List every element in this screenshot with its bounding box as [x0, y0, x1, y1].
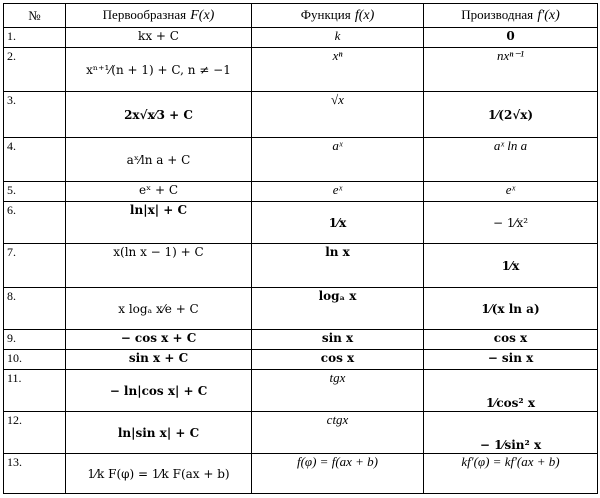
function-cell — [252, 92, 424, 138]
header-antiderivative-math: F(x) — [190, 8, 215, 23]
antiderivative-formula: eˣ + C — [138, 183, 179, 197]
table-row — [4, 138, 598, 182]
header-derivative — [424, 4, 598, 28]
row-number: 13. — [4, 454, 66, 494]
derivative-formula: 1⁄(x ln a) — [481, 301, 540, 316]
table-row — [4, 244, 598, 288]
row-number: 11. — [4, 370, 66, 412]
derivative-formula: 1⁄x — [501, 258, 520, 273]
table-row — [4, 454, 598, 494]
table-row — [4, 350, 598, 370]
table-row — [4, 412, 598, 454]
derivative-formula: nxⁿ⁻¹ — [496, 48, 525, 63]
function-cell — [252, 202, 424, 244]
function-formula: ln x — [325, 245, 350, 259]
header-num-label: № — [28, 7, 41, 23]
function-cell — [252, 244, 424, 288]
derivative-cell — [424, 202, 598, 244]
antiderivative-formula: sin x + C — [128, 351, 189, 365]
row-number: 10. — [4, 350, 66, 370]
antiderivative-cell — [66, 330, 252, 350]
function-cell — [252, 28, 424, 48]
antiderivative-formula: − ln|cos x| + C — [109, 383, 208, 398]
antiderivative-formula: ln|sin x| + C — [117, 425, 200, 440]
antiderivative-cell — [66, 350, 252, 370]
derivative-formula: 0 — [506, 29, 515, 43]
derivative-cell — [424, 182, 598, 202]
header-antiderivative — [66, 4, 252, 28]
function-formula: cos x — [320, 351, 355, 365]
row-number: 12. — [4, 412, 66, 454]
header-function-math: f(x) — [354, 8, 375, 23]
derivative-cell — [424, 244, 598, 288]
derivative-cell — [424, 28, 598, 48]
antiderivative-cell — [66, 28, 252, 48]
row-number: 4. — [4, 138, 66, 182]
derivative-formula: aˣ ln a — [493, 138, 528, 153]
function-formula: ctgx — [326, 412, 349, 427]
antiderivative-cell — [66, 92, 252, 138]
derivative-cell — [424, 350, 598, 370]
derivative-cell — [424, 370, 598, 412]
antiderivative-cell — [66, 138, 252, 182]
function-cell — [252, 288, 424, 330]
function-cell — [252, 330, 424, 350]
antiderivative-cell — [66, 288, 252, 330]
antiderivative-formula: ln|x| + C — [129, 203, 188, 217]
header-derivative-label: Производная — [461, 7, 534, 22]
function-formula: sin x — [321, 331, 354, 345]
function-cell — [252, 48, 424, 92]
derivative-formula: 1⁄(2√x) — [487, 107, 534, 122]
derivative-formula: cos x — [493, 331, 528, 345]
row-number: 3. — [4, 92, 66, 138]
derivative-formula: eˣ — [505, 182, 516, 197]
function-formula: k — [334, 28, 341, 43]
function-formula: √x — [331, 92, 344, 107]
derivative-cell — [424, 288, 598, 330]
derivative-formula: 1⁄cos² x — [485, 396, 535, 410]
antiderivative-formula: 2x√x⁄3 + C — [124, 107, 193, 122]
table-row — [4, 202, 598, 244]
derivative-formula: − sin x — [487, 351, 534, 365]
antiderivative-formula: − cos x + C — [120, 331, 197, 345]
function-cell — [252, 412, 424, 454]
antiderivative-formula: x(ln x − 1) + C — [113, 245, 204, 259]
function-formula: 1⁄x — [328, 215, 347, 230]
derivative-cell — [424, 454, 598, 494]
function-formula: eˣ — [332, 182, 343, 197]
header-derivative-math: f′(x) — [537, 8, 560, 23]
table-row — [4, 182, 598, 202]
function-formula: aˣ — [332, 138, 343, 153]
header-antiderivative-label: Первообразная — [102, 7, 187, 22]
table-row — [4, 28, 598, 48]
header-row — [4, 4, 598, 28]
function-cell — [252, 350, 424, 370]
row-number: 2. — [4, 48, 66, 92]
antiderivative-formula: kx + C — [138, 29, 179, 43]
derivative-formula: kf′(φ) = kf′(ax + b) — [461, 454, 560, 469]
antiderivative-formula: x logₐ x⁄e + C — [118, 301, 199, 316]
function-formula: f(φ) = f(ax + b) — [296, 454, 379, 469]
function-cell — [252, 182, 424, 202]
antiderivative-formula: xⁿ⁺¹⁄(n + 1) + C, n ≠ −1 — [86, 62, 231, 77]
row-number: 9. — [4, 330, 66, 350]
header-function-label: Функция — [300, 7, 351, 22]
antiderivative-cell — [66, 202, 252, 244]
derivative-cell — [424, 330, 598, 350]
header-function — [252, 4, 424, 28]
antiderivative-cell — [66, 182, 252, 202]
derivative-cell — [424, 412, 598, 454]
table-row — [4, 330, 598, 350]
table-row — [4, 92, 598, 138]
row-number: 5. — [4, 182, 66, 202]
derivative-cell — [424, 48, 598, 92]
antiderivative-cell — [66, 244, 252, 288]
antiderivative-formula: 1⁄k F(φ) = 1⁄k F(ax + b) — [87, 466, 230, 481]
row-number: 7. — [4, 244, 66, 288]
derivative-formula: − 1⁄x² — [492, 215, 529, 230]
function-cell — [252, 454, 424, 494]
row-number: 1. — [4, 28, 66, 48]
table-row — [4, 48, 598, 92]
table-row — [4, 288, 598, 330]
function-formula: tgx — [329, 370, 346, 385]
function-formula: xⁿ — [332, 48, 343, 63]
row-number: 8. — [4, 288, 66, 330]
derivative-cell — [424, 92, 598, 138]
formula-table — [3, 3, 598, 494]
function-cell — [252, 138, 424, 182]
derivative-formula: − 1⁄sin² x — [479, 438, 542, 452]
function-formula: logₐ x — [318, 289, 357, 303]
antiderivative-cell — [66, 370, 252, 412]
antiderivative-cell — [66, 48, 252, 92]
header-num — [4, 4, 66, 28]
antiderivative-formula: aˣ⁄ln a + C — [126, 152, 191, 167]
table-row — [4, 370, 598, 412]
antiderivative-cell — [66, 454, 252, 494]
function-cell — [252, 370, 424, 412]
row-number: 6. — [4, 202, 66, 244]
antiderivative-cell — [66, 412, 252, 454]
derivative-cell — [424, 138, 598, 182]
